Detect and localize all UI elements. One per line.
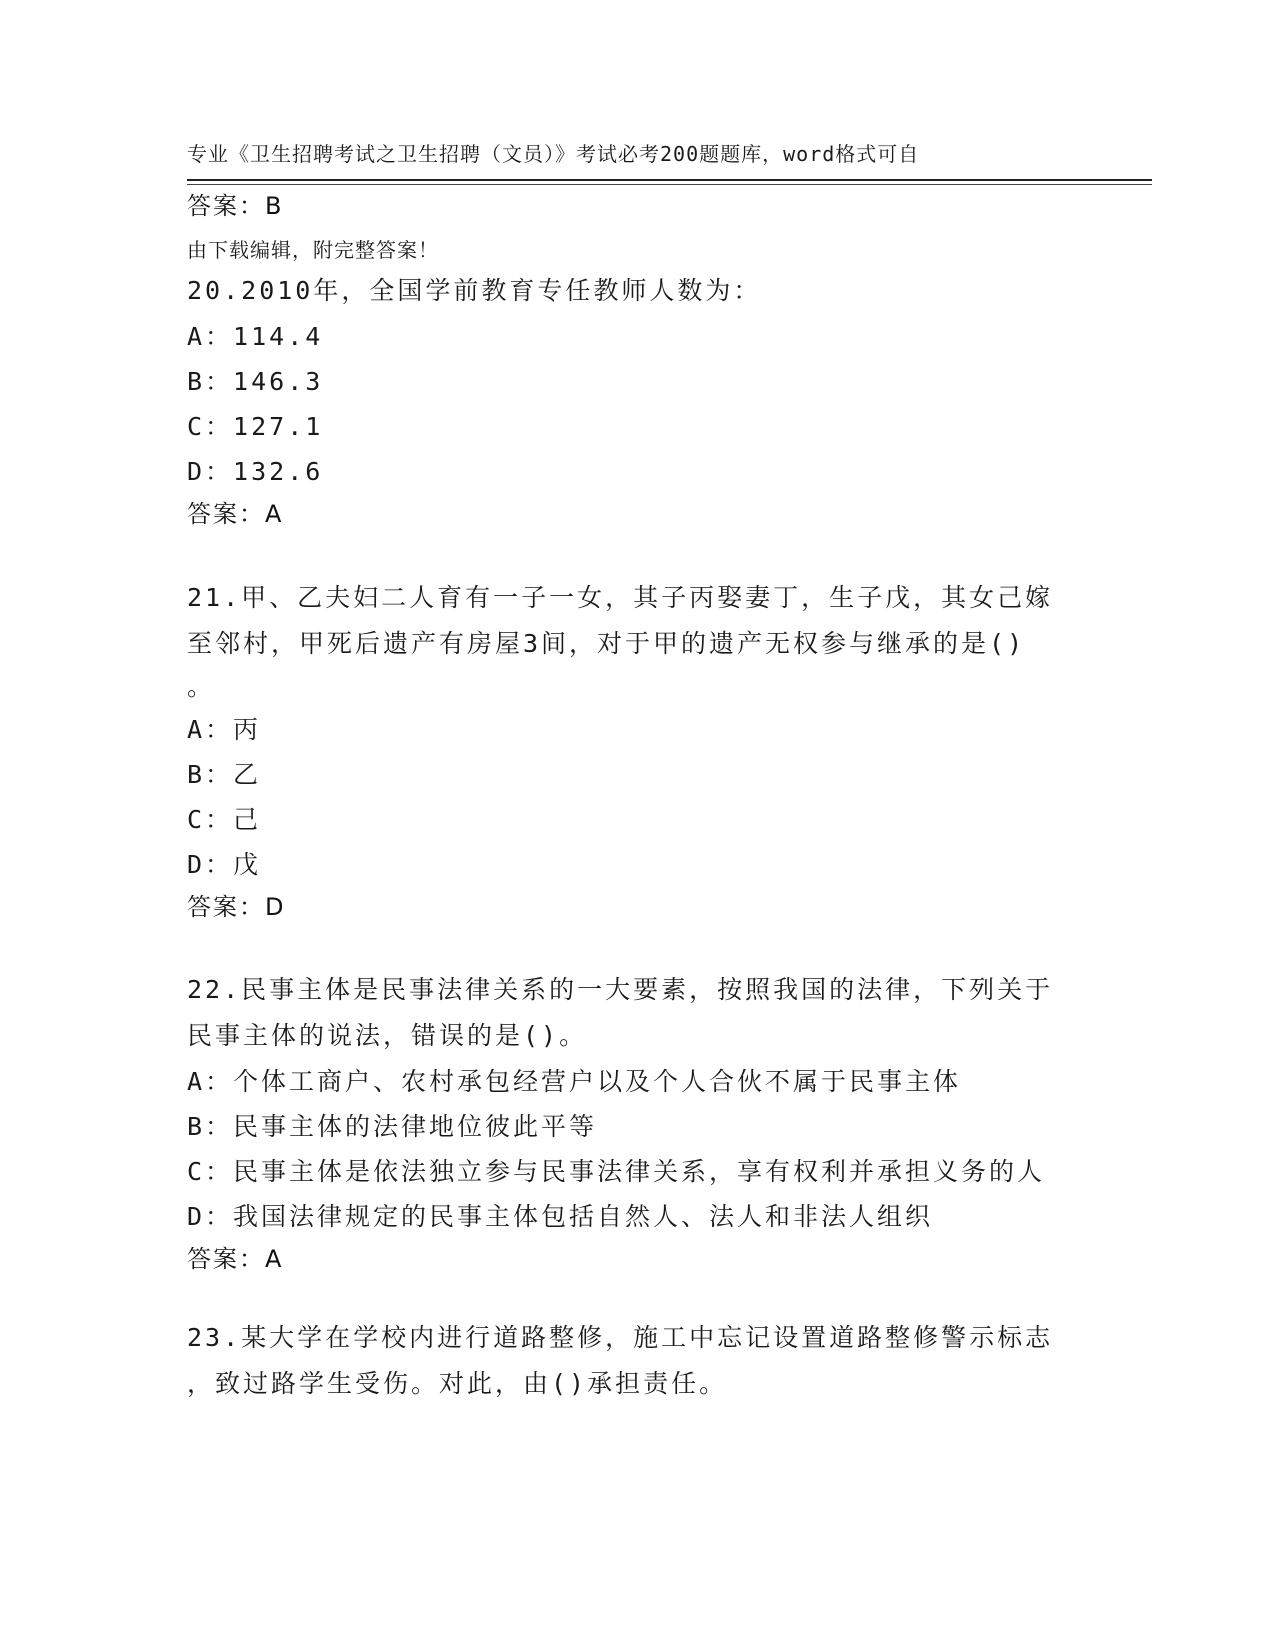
question-20-option-c: C：127.1 <box>187 412 324 441</box>
question-20 <box>187 268 1087 530</box>
question-22-text-line-1: 22.民事主体是民事法律关系的一大要素，按照我国的法律，下列关于 <box>187 975 1054 1004</box>
question-21-option-b: B：乙 <box>187 760 262 789</box>
question-21 <box>187 575 1087 923</box>
question-20-option-a: A：114.4 <box>187 322 324 351</box>
question-23-text-line-2: ，致过路学生受伤。对此，由()承担责任。 <box>187 1369 728 1398</box>
header-line-1: 专业《卫生招聘考试之卫生招聘（文员）》考试必考200题题库，word格式可自 <box>187 142 920 166</box>
question-21-text-line-3: 。 <box>187 672 216 701</box>
question-21-option-a: A：丙 <box>187 715 262 744</box>
question-23 <box>187 1315 1087 1407</box>
question-20-option-d: D：132.6 <box>187 457 324 486</box>
question-22 <box>187 967 1087 1275</box>
question-20-option-b: B：146.3 <box>187 367 324 396</box>
question-21-option-d: D：戊 <box>187 850 262 879</box>
question-22-text-line-2: 民事主体的说法，错误的是()。 <box>187 1021 588 1050</box>
header-divider <box>187 179 1152 181</box>
question-21-option-c: C：己 <box>187 805 262 834</box>
question-20-text-line-1: 20.2010年，全国学前教育专任教师人数为： <box>187 276 762 305</box>
question-21-text-line-2: 至邻村，甲死后遗产有房屋3间，对于甲的遗产无权参与继承的是() <box>187 629 1026 658</box>
question-22-option-b: B：民事主体的法律地位彼此平等 <box>187 1112 598 1141</box>
question-22-option-c: C：民事主体是依法独立参与民事法律关系，享有权利并承担义务的人 <box>187 1157 1046 1186</box>
question-22-answer: 答案：A <box>187 1245 284 1273</box>
header-line-2: 由下载编辑，附完整答案！ <box>187 238 439 262</box>
header-divider-thin <box>187 184 1152 185</box>
question-20-answer: 答案：A <box>187 500 284 528</box>
question-23-text-line-1: 23.某大学在学校内进行道路整修，施工中忘记设置道路整修警示标志 <box>187 1323 1054 1352</box>
question-21-answer: 答案：D <box>187 893 286 921</box>
question-21-text-line-1: 21.甲、乙夫妇二人育有一子一女，其子丙娶妻丁，生子戊，其女己嫁 <box>187 583 1054 612</box>
question-22-option-a: A：个体工商户、农村承包经营户以及个人合伙不属于民事主体 <box>187 1067 962 1096</box>
answer-q19: 答案：B <box>187 192 284 220</box>
question-22-option-d: D：我国法律规定的民事主体包括自然人、法人和非法人组织 <box>187 1202 934 1231</box>
